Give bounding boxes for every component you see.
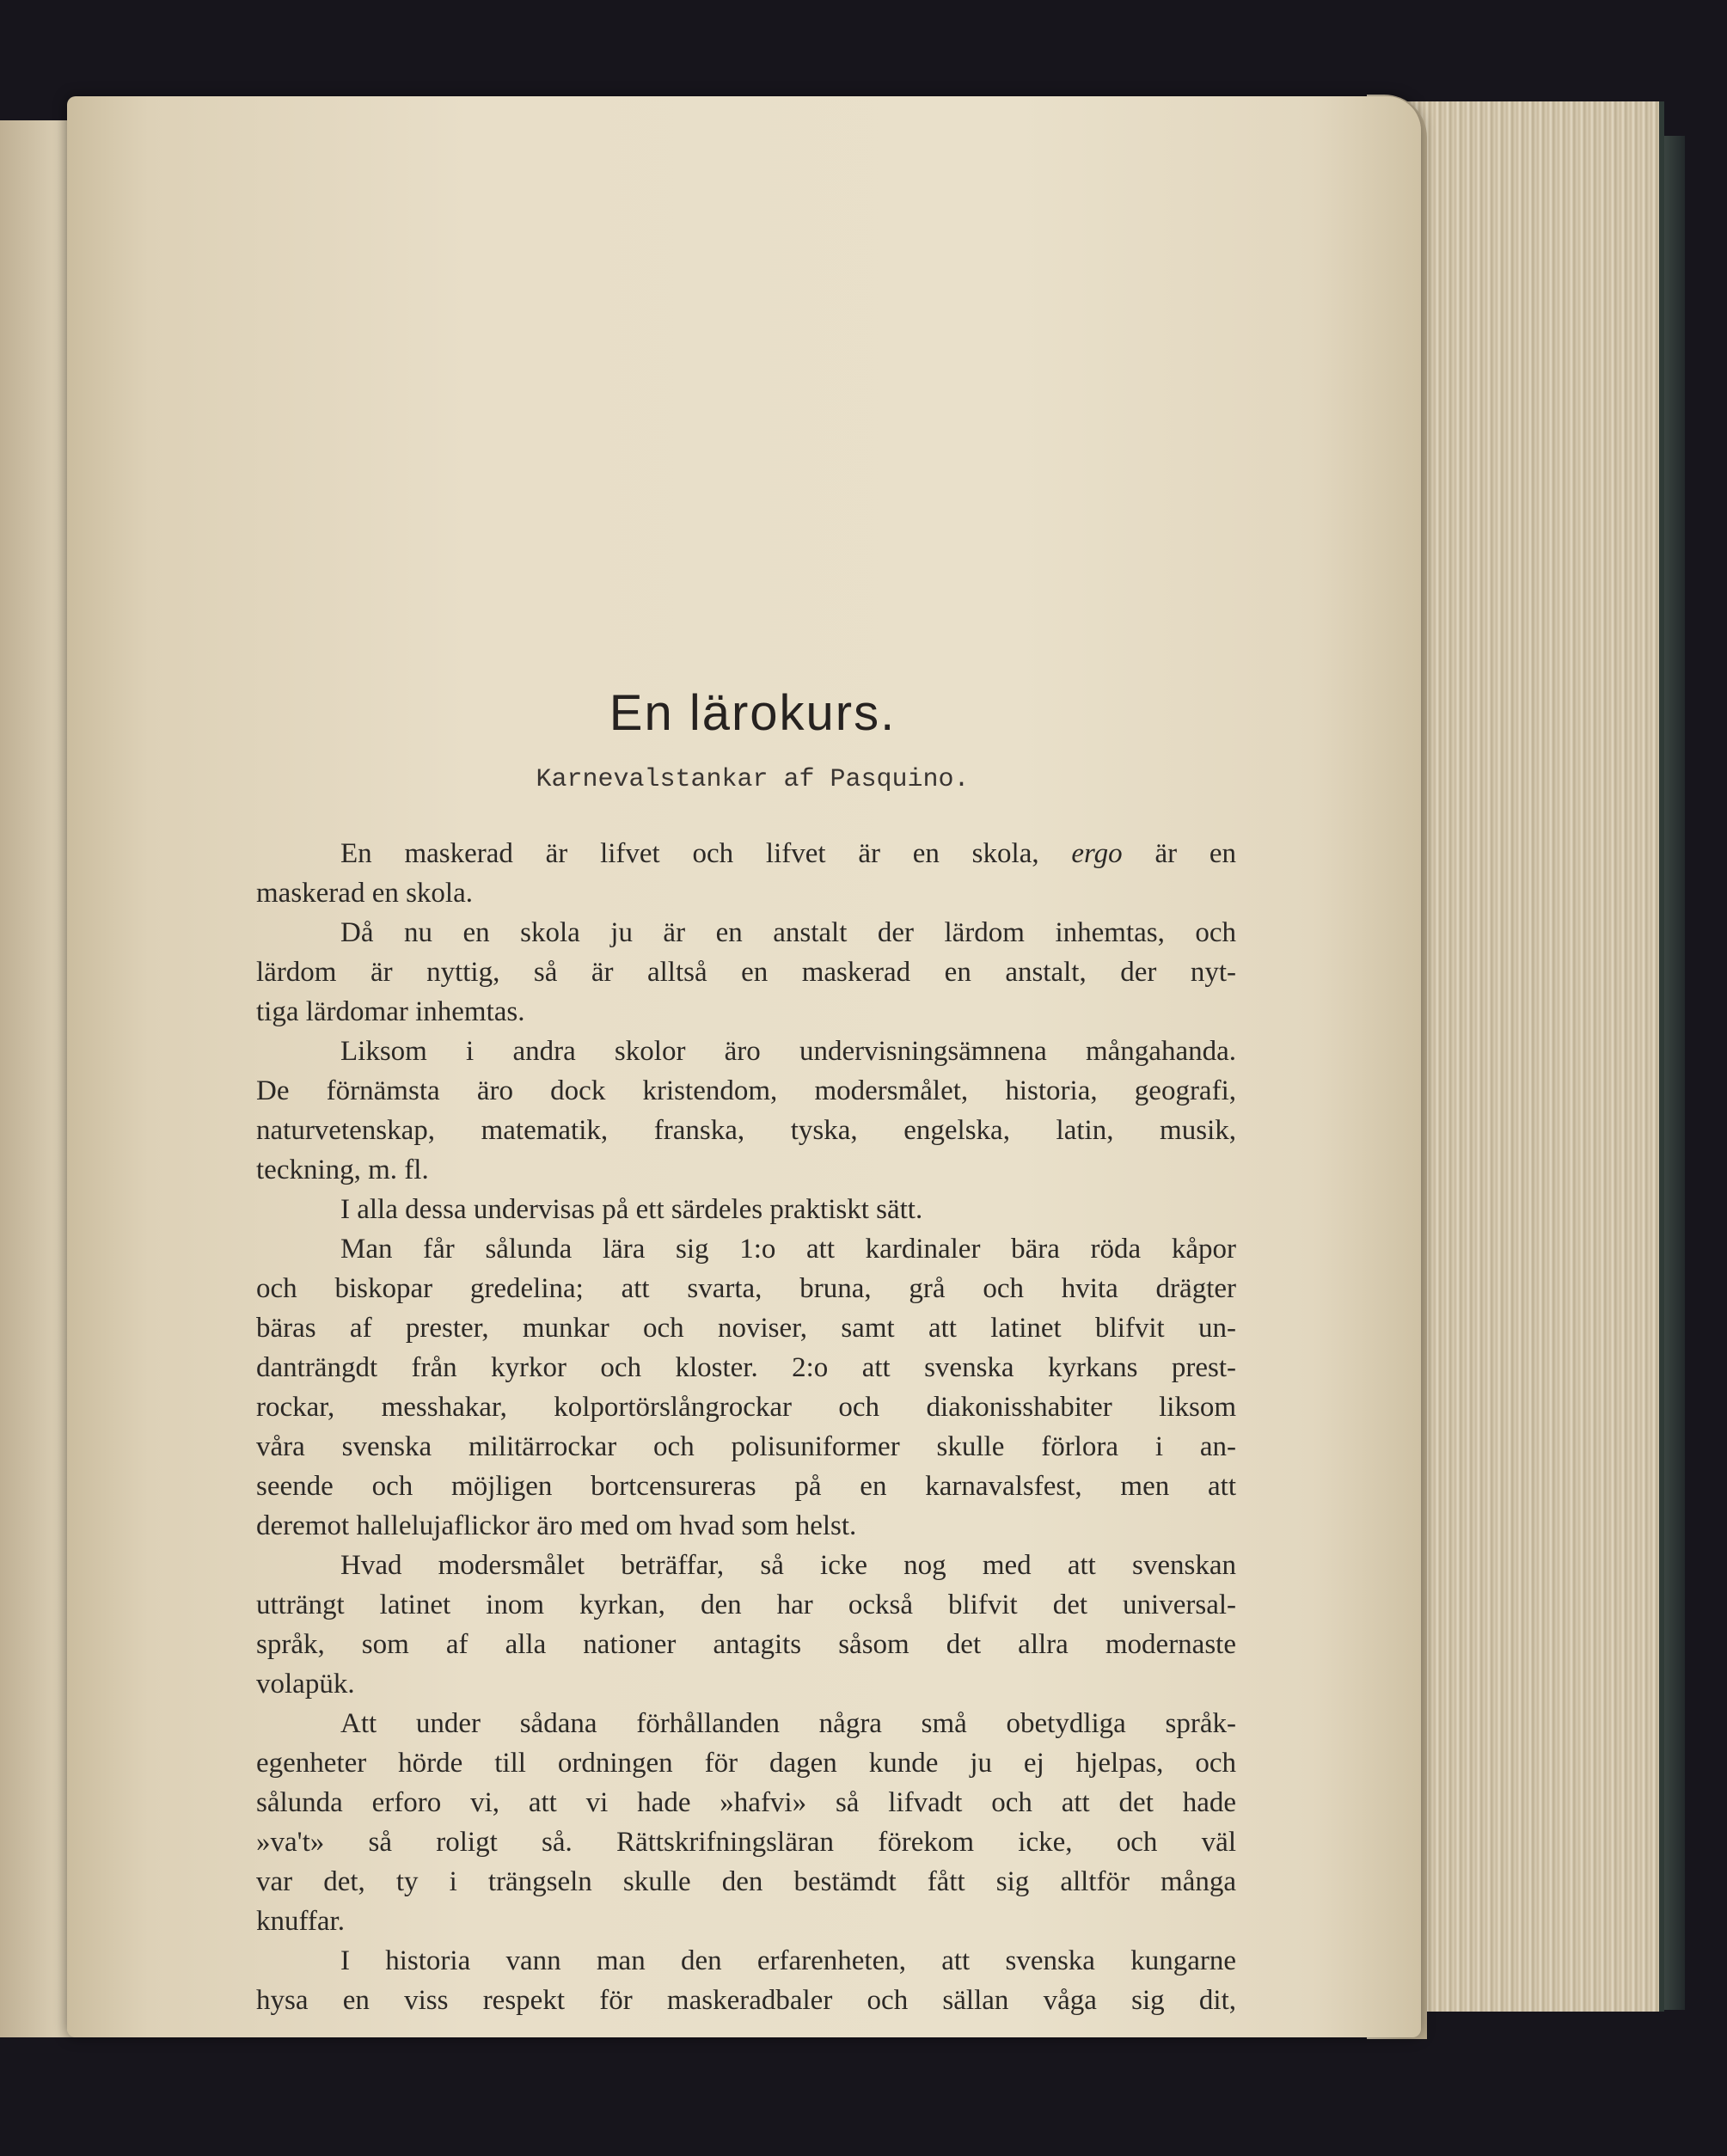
text-line: tiga lärdomar inhemtas. [256,996,525,1027]
text-line: egenheter hörde till ordningen för dagen kunde ju ej hjelpas, och [256,1748,1236,1779]
text-line: språk, som af alla nationer antagits såsom det allra modernaste [256,1629,1236,1660]
text-line: lärdom är nyttig, så är alltså en maskerad en anstalt, der nyt- [256,957,1236,988]
page-title: En lärokurs. [609,685,897,741]
text-line: En maskerad är lifvet och lifvet är en skola, ergo är en [340,838,1237,869]
book-page [67,96,1421,2037]
text-line: utträngt latinet inom kyrkan, den har också blifvit det universal- [256,1589,1236,1620]
text-line: deremot hallelujaflickor äro med om hvad som helst. [256,1510,857,1541]
page-subtitle: Karnevalstankar af Pasquino. [536,765,970,794]
text-line: danträngdt från kyrkor och kloster. 2:o att svenska kyrkans prest- [256,1352,1236,1383]
text-line: De förnämsta äro dock kristendom, modersmålet, historia, geografi, [256,1075,1236,1106]
article-body [256,834,1236,2020]
text-line: Man får sålunda lära sig 1:o att kardinaler bära röda kåpor [340,1234,1236,1265]
text-line: var det, ty i trängseln skulle den bestämdt fått sig alltför många [256,1866,1236,1897]
text-line: Liksom i andra skolor äro undervisningsämnena mångahanda. [340,1036,1236,1067]
text-line: I alla dessa undervisas på ett särdeles praktiskt sätt. [340,1194,923,1225]
text-line: Att under sådana förhållanden några små obetydliga språk- [340,1708,1236,1739]
text-line: naturvetenskap, matematik, franska, tyska, engelska, latin, musik, [256,1115,1236,1146]
text-line: bäras af prester, munkar och noviser, samt att latinet blifvit un- [256,1313,1236,1344]
text-line: och biskopar gredelina; att svarta, bruna, grå och hvita drägter [256,1273,1236,1304]
text-line: Då nu en skola ju är en anstalt der lärdom inhemtas, och [340,917,1236,948]
text-line: hysa en viss respekt för maskeradbaler och sällan våga sig dit, [256,1985,1236,2016]
text-line: sålunda erforo vi, att vi hade »hafvi» så lifvadt och att det hade [256,1787,1236,1818]
text-line: »va't» så roligt så. Rättskrifningsläran förekom icke, och väl [256,1827,1236,1858]
text-line: våra svenska militärrockar och polisuniformer skulle förlora i an- [256,1431,1236,1462]
text-line: volapük. [256,1669,355,1700]
text-line: seende och möjligen bortcensureras på en karnavalsfest, men att [256,1471,1236,1502]
page-stack-edge [1401,101,1664,2012]
text-line: rockar, messhakar, kolportörslångrockar och diakonisshabiter liksom [256,1392,1236,1423]
text-line: knuffar. [256,1906,345,1937]
text-line: I historia vann man den erfarenheten, att svenska kungarne [340,1945,1236,1976]
text-line: maskerad en skola. [256,878,473,909]
text-line: Hvad modersmålet beträffar, så icke nog med att svenskan [340,1550,1236,1581]
text-line: teckning, m. fl. [256,1155,429,1185]
